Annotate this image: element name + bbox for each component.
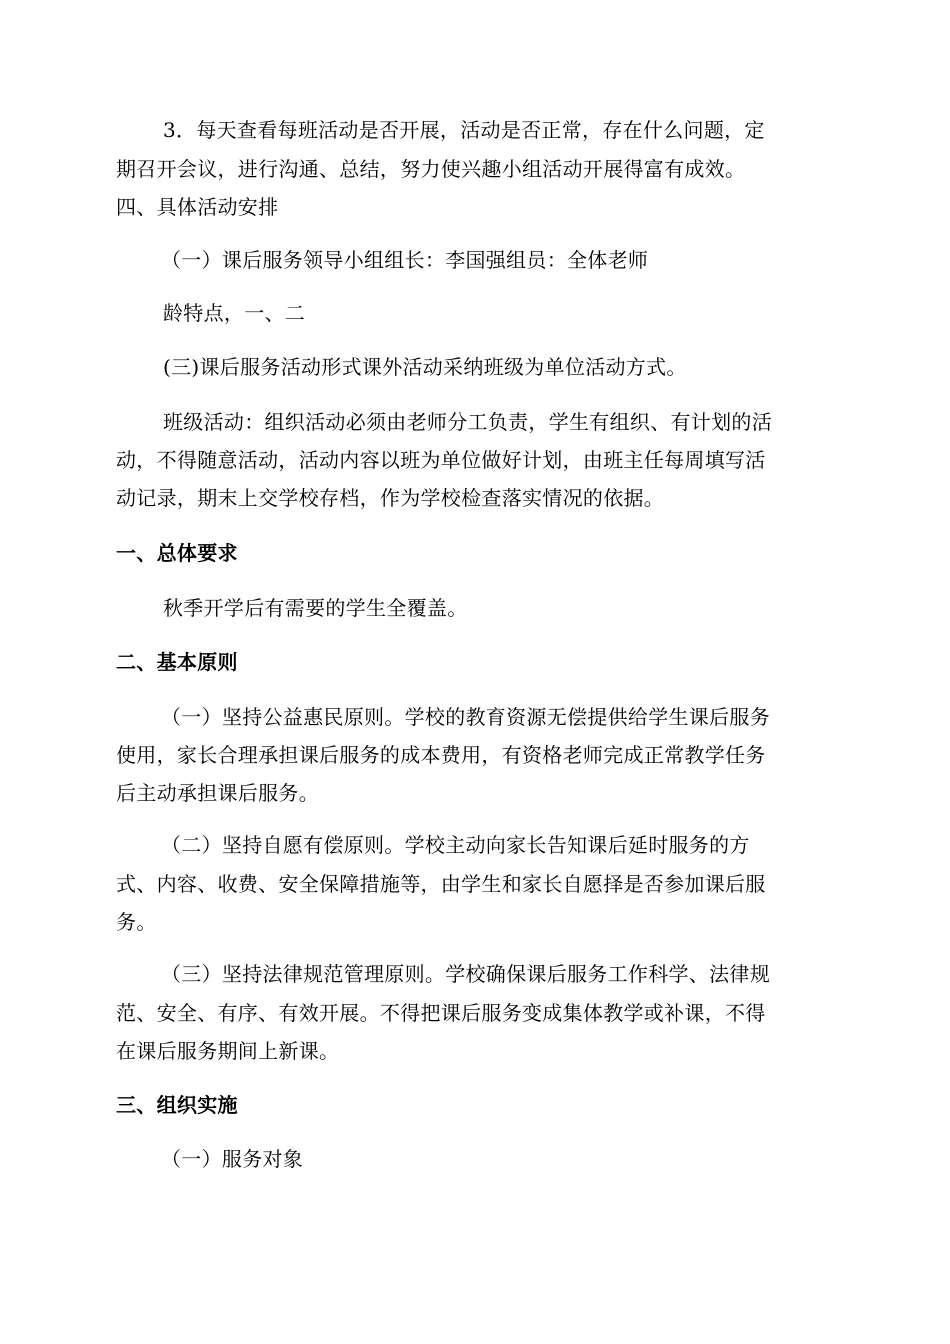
para-requirement: 秋季开学后有需要的学生全覆盖。 xyxy=(163,596,468,620)
principle-1-line-2: 使用，家长合理承担课后服务的成本费用，有资格老师完成正常教学任务 xyxy=(116,743,766,767)
para-age: 龄特点，一、二 xyxy=(163,301,306,325)
para-service-target: （一）服务对象 xyxy=(161,1147,304,1171)
para-class-activity-line-2: 动，不得随意活动，活动内容以班为单位做好计划，由班主任每周填写活 xyxy=(116,448,766,472)
para-leadership: （一）课后服务领导小组组长：李国强组员：全体老师 xyxy=(161,248,649,272)
principle-3-line-1: （三）坚持法律规范管理原则。学校确保课后服务工作科学、法律规 xyxy=(161,962,770,986)
principle-2-line-2: 式、内容、收费、安全保障措施等，由学生和家长自愿择是否参加课后服 xyxy=(116,872,766,896)
principle-3-line-2: 范、安全、有序、有效开展。不得把课后服务变成集体教学或补课，不得 xyxy=(116,1001,766,1025)
para-1-line-1: 3．每天查看每班活动是否开展，活动是否正常，存在什么问题，定 xyxy=(163,118,765,142)
para-form: (三)课后服务活动形式课外活动采纳班级为单位活动方式。 xyxy=(163,355,687,379)
principle-1-line-3: 后主动承担课后服务。 xyxy=(116,781,319,805)
principle-2-line-3: 务。 xyxy=(116,910,157,934)
para-class-activity-line-3: 动记录，期末上交学校存档，作为学校检查落实情况的依据。 xyxy=(116,486,665,510)
heading-organization: 三、组织实施 xyxy=(116,1093,238,1117)
heading-general-requirements: 一、总体要求 xyxy=(116,541,238,565)
heading-basic-principles: 二、基本原则 xyxy=(116,650,238,674)
principle-2-line-1: （二）坚持自愿有偿原则。学校主动向家长告知课后延时服务的方 xyxy=(161,833,750,857)
section-4-title: 四、具体活动安排 xyxy=(116,195,279,219)
principle-3-line-3: 在课后服务期间上新课。 xyxy=(116,1039,340,1063)
principle-1-line-1: （一）坚持公益惠民原则。学校的教育资源无偿提供给学生课后服务 xyxy=(161,705,770,729)
para-class-activity-line-1: 班级活动：组织活动必须由老师分工负责，学生有组织、有计划的活 xyxy=(163,410,772,434)
para-1-line-2: 期召开会议，进行沟通、总结，努力使兴趣小组活动开展得富有成效。 xyxy=(116,157,746,181)
